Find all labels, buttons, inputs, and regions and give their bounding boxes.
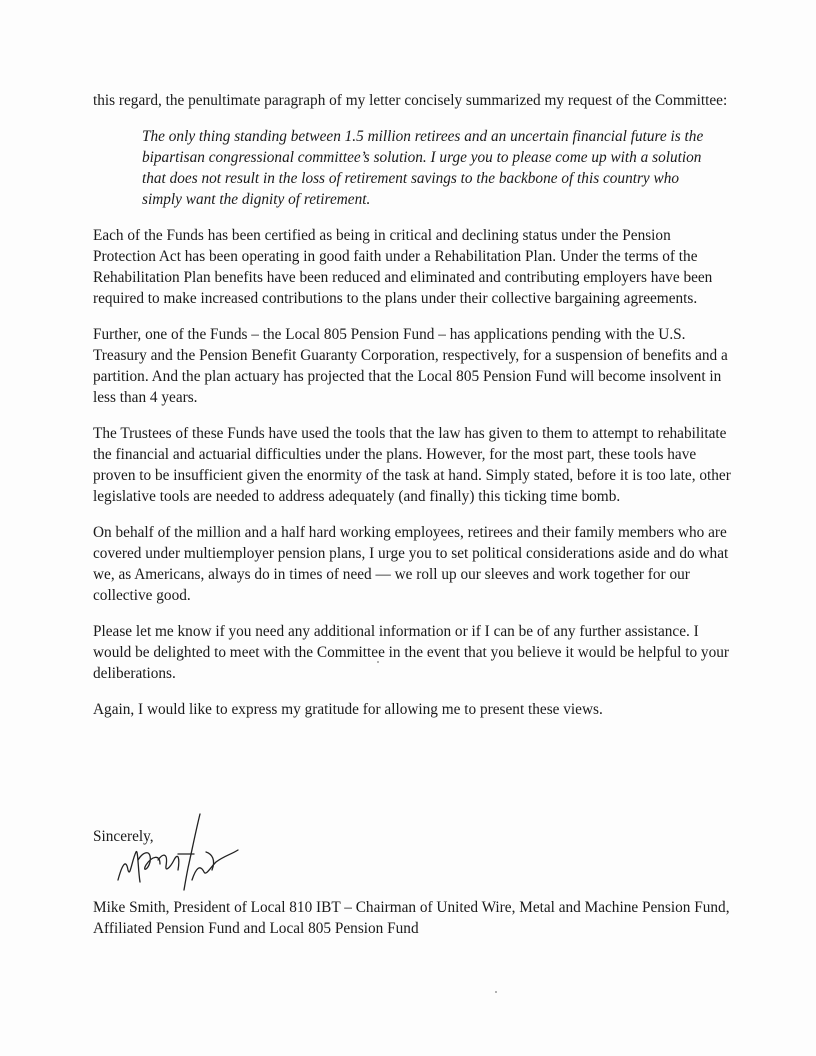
signature-block: Mike Smith, President of Local 810 IBT – Chairman of United Wire, Metal and Machine Pension Fund, Affiliated Pension Fund and Local 805 Pension Fund	[93, 899, 730, 937]
letter-body	[93, 90, 733, 735]
opening-fragment: this regard, the penultimate paragraph of my letter concisely summarized my request of the Committee:	[93, 92, 728, 109]
scan-speck	[495, 991, 497, 993]
closing: Sincerely,	[93, 828, 154, 845]
paragraph-local-805: Further, one of the Funds – the Local 805 Pension Fund – has applications pending with the U.S. Treasury and the Pension Benefit Guaranty Corporation, respectively, for a suspension of benefits and a partition. And the plan actuary has projected that the Local 805 Pension Fund will become insolvent in less than 4 years.	[93, 326, 728, 406]
paragraph-on-behalf: On behalf of the million and a half hard working employees, retirees and their family members who are covered under multiemployer pension plans, I urge you to set political considerations aside and do what we, as Americans, always do in times of need — we roll up our sleeves and work together for our collective good.	[93, 524, 729, 604]
handwritten-signature	[108, 810, 243, 895]
paragraph-trustees: The Trustees of these Funds have used the tools that the law has given to them to attempt to rehabilitate the financial and actuarial difficulties under the plans. However, for the most part, these tools have proven to be insufficient given the enormity of the task at hand. Simply stated, before it is too late, other legislative tools are needed to address adequately (and finally) this ticking time bomb.	[93, 425, 731, 505]
scan-speck	[377, 661, 379, 663]
paragraph-additional-info: Please let me know if you need any additional information or if I can be of any further assistance. I would be delighted to meet with the Committee in the event that you believe it would be helpful to your deliberations.	[93, 623, 729, 682]
paragraph-certification: Each of the Funds has been certified as being in critical and declining status under the Pension Protection Act has been operating in good faith under a Rehabilitation Plan. Under the terms of the Rehabilitation Plan benefits have been reduced and eliminated and contributing employers have been required to make increased contributions to the plans under their collective bargaining agreements.	[93, 227, 713, 307]
block-quote: The only thing standing between 1.5 million retirees and an uncertain financial future is the bipartisan congressional committee’s solution. I urge you to please come up with a solution that does not result in the loss of retirement savings to the backbone of this country who simply want the dignity of retirement.	[142, 128, 704, 208]
paragraph-gratitude: Again, I would like to express my gratitude for allowing me to present these views.	[93, 701, 603, 718]
